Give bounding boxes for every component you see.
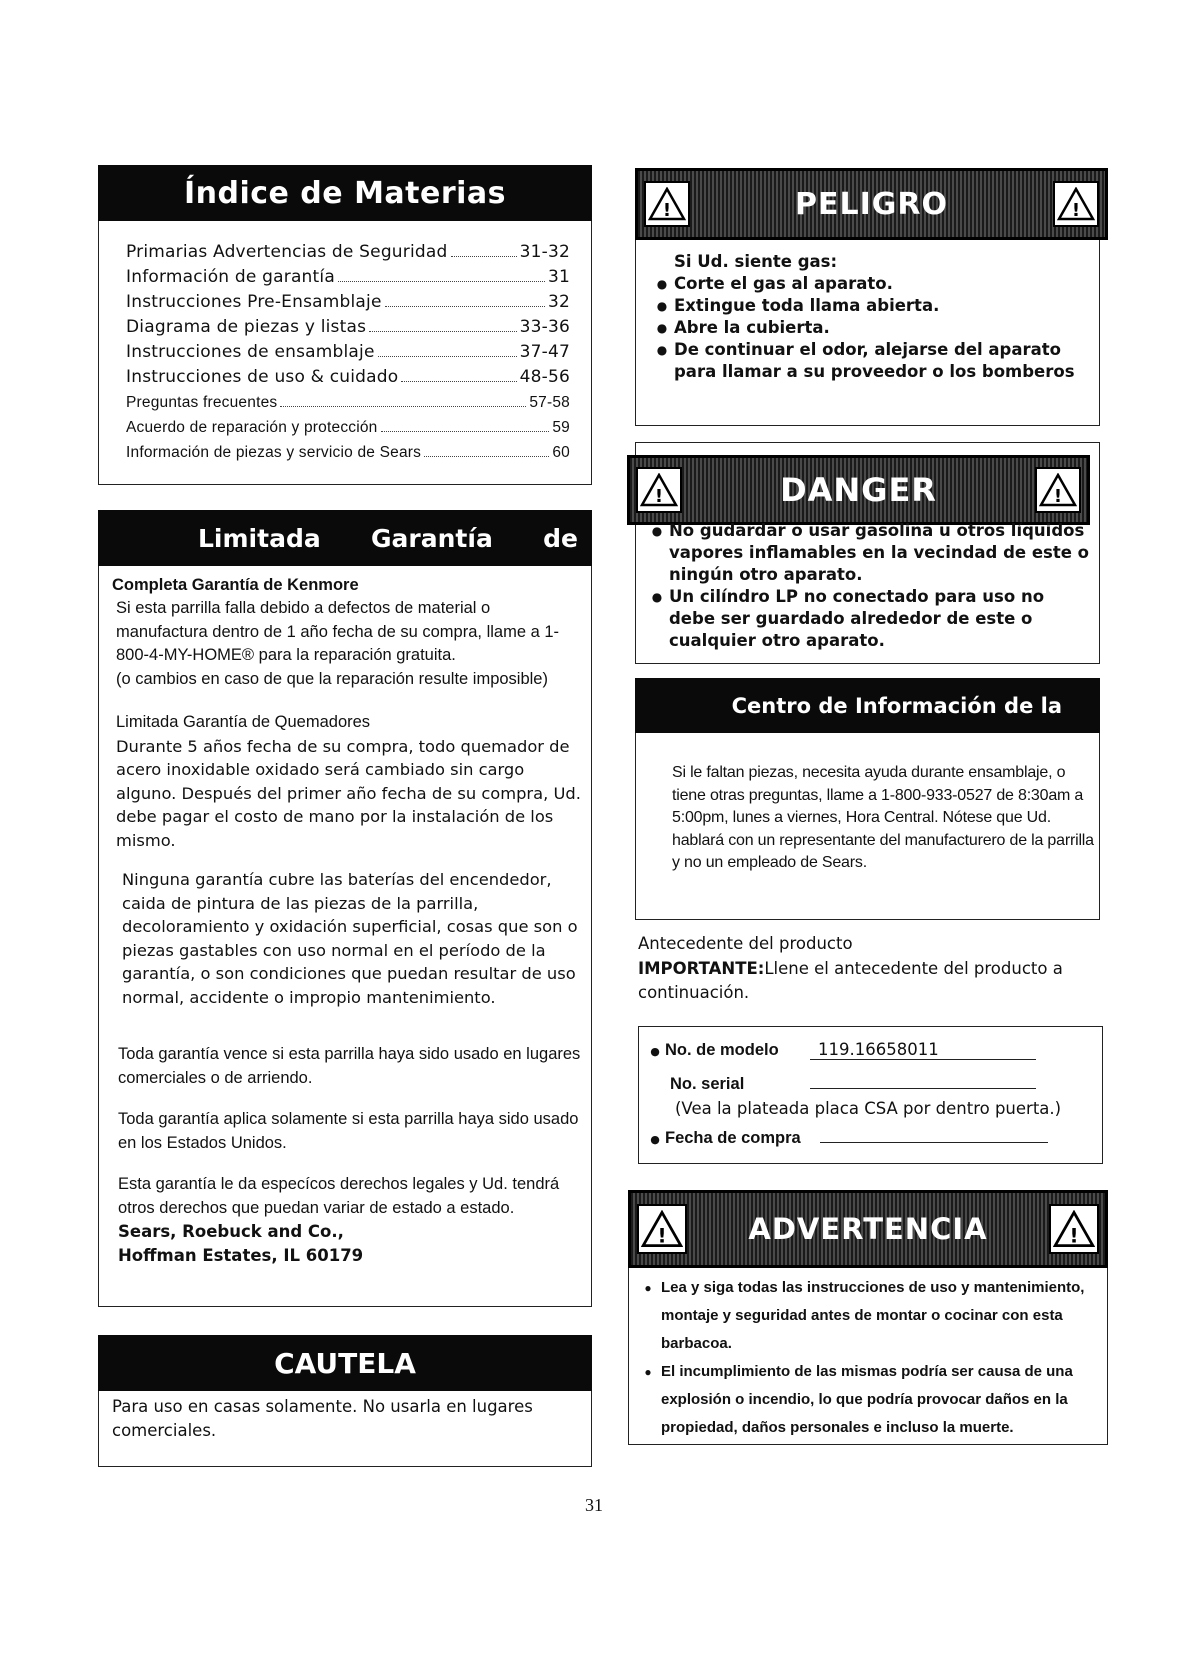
date-label: Fecha de compra xyxy=(665,1129,801,1147)
warning-triangle-icon xyxy=(637,1204,687,1254)
model-row xyxy=(645,1040,1095,1066)
warranty-paragraph: Esta garantía le da especícos derechos legales y Ud. tendrá otros derechos que puedan variar de estado a estado. xyxy=(118,1175,560,1217)
warranty-title-word: Garantía xyxy=(371,523,493,553)
serial-note: (Vea la plateada placa CSA por dentro puerta.) xyxy=(675,1099,1062,1118)
warranty-title-word: Limitada xyxy=(198,523,321,553)
warning-triangle-icon xyxy=(1035,467,1081,513)
warranty-title-bar xyxy=(98,510,592,566)
toc-item: Información de garantía 31 xyxy=(126,267,570,287)
peligro-item: ● De continuar el odor, alejarse del aparato para llamar a su proveedor o los bomberos xyxy=(656,340,1075,381)
peligro-body xyxy=(650,250,1090,383)
important-label: IMPORTANTE: xyxy=(638,958,765,978)
danger-item: ● Un cilíndro LP no conectado para uso no debe ser guardado alrededor de este o cualquier otro aparato. xyxy=(651,587,1045,650)
svg-text:!: ! xyxy=(1069,1224,1079,1248)
warranty-title-word: de xyxy=(543,523,578,553)
peligro-item: ● Extingue toda llama abierta. xyxy=(656,296,940,315)
svg-text:!: ! xyxy=(662,200,672,221)
svg-text:!: ! xyxy=(1053,486,1063,507)
toc-item: Acuerdo de reparación y protección 59 xyxy=(126,419,570,436)
advertencia-item: ● Lea y siga todas las instrucciones de uso y mantenimiento, montaje y seguridad antes de montar o cocinar con esta barbacoa. xyxy=(644,1279,1085,1352)
peligro-title: PELIGRO xyxy=(795,186,948,222)
warning-triangle-icon xyxy=(1053,181,1099,227)
warranty-paragraph: Si esta parrilla falla debido a defectos de material o manufactura dentro de 1 año fecha de su compra, llame a 1-800-4-MY-HOME® para la reparación gratuita. xyxy=(116,599,560,664)
svg-text:!: ! xyxy=(657,1224,667,1248)
warranty-body xyxy=(112,574,582,1268)
toc-item: Instrucciones Pre-Ensamblaje 32 xyxy=(126,292,570,312)
model-label: No. de modelo xyxy=(665,1041,779,1059)
toc-item: Preguntas frecuentes 57-58 xyxy=(126,394,570,411)
bullet-icon: ● xyxy=(650,1045,660,1058)
date-row xyxy=(645,1124,1095,1152)
toc-item: Información de piezas y servicio de Sears 60 xyxy=(126,444,570,461)
advertencia-body xyxy=(635,1274,1105,1442)
advertencia-item: ● El incumplimiento de las mismas podría ser causa de una explosión o incendio, lo que podría provocar daños en la propiedad, daños personales e incluso la muerte. xyxy=(644,1363,1073,1436)
caution-title-bar xyxy=(98,1335,592,1391)
warning-triangle-icon xyxy=(644,181,690,227)
toc-item: Instrucciones de uso & cuidado 48-56 xyxy=(126,367,570,387)
svg-text:!: ! xyxy=(654,486,664,507)
product-form xyxy=(645,1040,1095,1152)
bullet-icon: ● xyxy=(650,1133,660,1146)
model-number-field[interactable]: 119.16658011 xyxy=(810,1040,1036,1060)
caution-title: CAUTELA xyxy=(274,1346,416,1380)
advertencia-header xyxy=(628,1190,1108,1268)
serial-label: No. serial xyxy=(670,1075,745,1093)
toc-title: Índice de Materias xyxy=(183,175,507,211)
product-important xyxy=(638,957,1098,1006)
important-text: Llene el antecedente del producto a continuación. xyxy=(638,958,1063,1002)
serial-row xyxy=(645,1070,1095,1096)
toc-title-bar xyxy=(98,165,592,221)
peligro-item: ● Corte el gas al aparato. xyxy=(656,274,893,293)
company-name: Sears, Roebuck and Co., xyxy=(118,1222,344,1241)
warranty-paragraph: Ninguna garantía cubre las baterías del encendedor, caida de pintura de las piezas de la parrilla, decoloramiento y oxidación superficial, cosas que son o piezas gastables con uso normal en el período de la garantía, o son condiciones que puedan resultar de uso normal, accidente o impropio mantenimiento. xyxy=(122,870,578,1007)
warranty-paragraph: Durante 5 años fecha de su compra, todo quemador de acero inoxidable oxidado será cambiado sin cargo alguno. Después del primer año fecha de su compra, Ud. debe pagar el costo de mano por la instalación de los mismo. xyxy=(116,736,581,850)
warning-triangle-icon xyxy=(636,467,682,513)
toc-item: Primarias Advertencias de Seguridad 31-32 xyxy=(126,242,570,262)
product-heading-block xyxy=(638,932,1098,1006)
svg-text:!: ! xyxy=(1071,200,1081,221)
warranty-heading: Completa Garantía de Kenmore xyxy=(112,576,359,594)
caution-text: Para uso en casas solamente. No usarla en lugares comerciales. xyxy=(112,1397,533,1440)
warranty-paragraph: Toda garantía aplica solamente si esta parrilla haya sido usado en los Estados Unidos. xyxy=(118,1110,579,1152)
toc-item: Instrucciones de ensamblaje 37-47 xyxy=(126,342,570,362)
purchase-date-field[interactable] xyxy=(820,1124,1048,1143)
product-heading: Antecedente del producto xyxy=(638,934,853,953)
burner-warranty-heading: Limitada Garantía de Quemadores xyxy=(116,713,371,731)
page-number: 31 xyxy=(585,1495,603,1515)
info-center-title: Centro de Información de la xyxy=(731,693,1062,718)
advertencia-title: ADVERTENCIA xyxy=(748,1212,988,1246)
danger-body xyxy=(645,520,1090,652)
serial-number-field[interactable] xyxy=(810,1070,1036,1089)
warranty-paragraph: Toda garantía vence si esta parrilla haya sido usado en lugares comerciales o de arriendo. xyxy=(118,1045,581,1087)
company-address: Hoffman Estates, IL 60179 xyxy=(118,1246,364,1265)
danger-title: DANGER xyxy=(780,471,937,509)
toc-item: Diagrama de piezas y listas 33-36 xyxy=(126,317,570,337)
warranty-paragraph: (o cambios en caso de que la reparación resulte imposible) xyxy=(116,669,548,688)
peligro-header xyxy=(635,168,1108,240)
peligro-intro: Si Ud. siente gas: xyxy=(674,252,838,271)
toc-list xyxy=(126,240,570,465)
info-center-title-bar xyxy=(635,678,1100,733)
info-center-text: Si le faltan piezas, necesita ayuda durante ensamblaje, o tiene otras preguntas, llame a 1-800-933-0527 de 8:30am a 5:00pm, lunes a viernes, Hora Central. Nótese que Ud. hablará con un representante del manufacturero de la parrilla y no un empleado de Sears. xyxy=(672,764,1094,871)
peligro-item: ● Abre la cubierta. xyxy=(656,318,830,337)
warning-triangle-icon xyxy=(1049,1204,1099,1254)
danger-header xyxy=(627,455,1090,525)
danger-item: ● No gudardar o usar gasolina u otros líquidos vapores inflamables en la vecindad de este o ningún otro aparato. xyxy=(651,521,1090,584)
